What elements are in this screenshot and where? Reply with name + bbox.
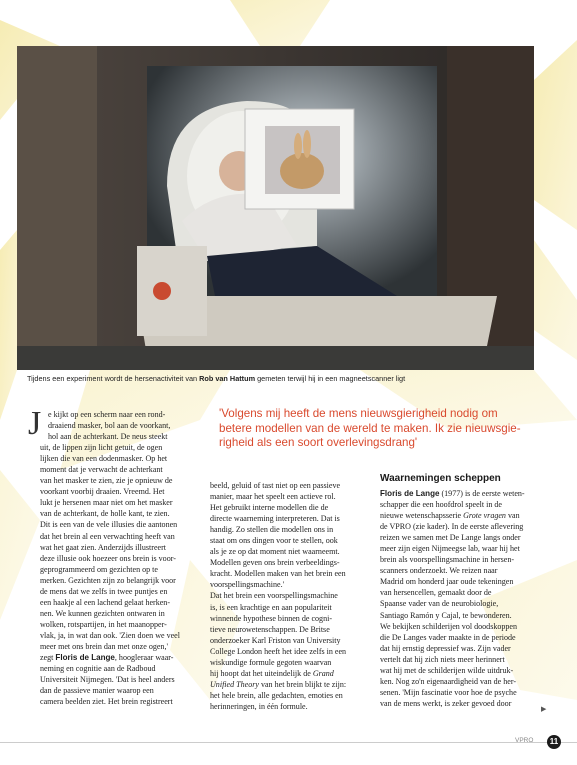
text-line: onderzoeker Karl Friston van University bbox=[210, 635, 341, 645]
text-line bbox=[40, 652, 198, 663]
text-line: camera beelden ziet. Het brein registreert bbox=[40, 697, 173, 707]
text-line: dat het brein al een verwachting heeft van bbox=[40, 531, 175, 541]
text-line: Spaanse vader van de neurobiologie, bbox=[380, 599, 499, 609]
text-fragment: van bbox=[505, 511, 520, 521]
text-line: neming en cognitie aan de Radboud bbox=[40, 664, 156, 674]
text-line: We bekijken schilderijen vol doodskoppen bbox=[380, 621, 518, 631]
caption-name: Rob van Hattum bbox=[199, 374, 256, 383]
text-line: directe waarneming interpreteren. Dat is bbox=[210, 514, 340, 524]
text-line: wolken, rotspartijen, in het maanopper- bbox=[40, 619, 167, 629]
text-line: Dit is een van de vele illusies die aantonen bbox=[40, 520, 178, 530]
text-line: brein als voorspellingsmachine in hersen- bbox=[380, 555, 515, 565]
text-line: Madrid om honderd jaar oude tekeningen bbox=[380, 577, 514, 587]
section-heading: Waarnemingen scheppen bbox=[380, 473, 501, 484]
text-line: beeld, geluid of tast niet op een passieve bbox=[210, 481, 341, 490]
text-line: uit, de lippen zijn licht getuit, de ogen bbox=[40, 443, 163, 453]
text-line: wat het gaat zien. Anderzijds illustreert bbox=[40, 542, 167, 552]
text-line: herinneringen, in één formule. bbox=[210, 701, 308, 711]
text-line: wat hij met de schilderijen wilde uitdruk- bbox=[380, 665, 514, 675]
text-line: geprogrammeerd om gezichten op te bbox=[40, 564, 158, 574]
text-line: ken. Nog zo'n eigenaardigheid van de her- bbox=[380, 676, 517, 686]
pull-quote-line: 'Volgens mij heeft de mens nieuwsgierigheid nodig om bbox=[219, 407, 498, 420]
text-line: e kijkt op een scherm naar een rond- bbox=[48, 410, 166, 419]
title-unified-theory: Unified Theory bbox=[210, 679, 259, 689]
footer-label: VPRO bbox=[515, 737, 534, 744]
text-fragment: van het brein blijkt te zijn: bbox=[258, 679, 347, 689]
series-title: Grote vragen bbox=[463, 511, 506, 521]
text-line: meer met ons brein dan met onze ogen,' bbox=[40, 641, 168, 651]
photo-scanner-experiment bbox=[17, 46, 534, 370]
text-line: de mens dat we zelfs in twee puntjes en bbox=[40, 586, 168, 596]
name-floris-de-lange: Floris de Lange bbox=[380, 489, 440, 498]
text-line: dat hij ernstig depressief was. Zijn vader bbox=[380, 643, 511, 653]
text-line: van de mens werkt, is zeker gevoed door bbox=[380, 698, 512, 708]
text-line: manier, maar het speelt een actieve rol. bbox=[210, 492, 336, 502]
text-line: senen. 'Mijn fascinatie voor hoe de psyche bbox=[380, 687, 517, 697]
photo-caption bbox=[27, 374, 547, 383]
article-column-3 bbox=[380, 488, 538, 709]
text-line: lijken die van een dodenmasker. Op het bbox=[40, 454, 168, 464]
text-fragment: zegt bbox=[40, 653, 56, 663]
text-line: Universiteit Nijmegen. 'Dat is heel anders bbox=[40, 675, 175, 685]
text-line: dan de passieve manier waarop een bbox=[40, 686, 154, 696]
text-line: die De Langes vader maakte in de periode bbox=[380, 632, 516, 642]
text-fragment: (1977) is de eerste weten- bbox=[439, 489, 525, 498]
article-column-2 bbox=[210, 480, 368, 712]
text-line: lukt je hersenen maar niet om het masker bbox=[40, 498, 173, 508]
text-line: van de achterkant, de holle kant, te zien. bbox=[40, 509, 170, 519]
pull-quote-line: righeid als een soort overlevingsdrang' bbox=[219, 436, 418, 450]
text-fragment: hij hoopt dat het uiteindelijk de bbox=[210, 668, 313, 678]
text-line: College London heeft het idee zelfs in een bbox=[210, 646, 347, 656]
text-line: vertelt dat hij zich niets meer herinnert bbox=[380, 654, 505, 664]
text-line: is, is een krachtige en aan populariteit bbox=[210, 602, 332, 612]
footer-divider bbox=[0, 742, 577, 743]
text-line: van het masker te zien, zie je opnieuw de bbox=[40, 476, 173, 486]
text-line: een haakje al een lachend gelaat herken- bbox=[40, 597, 171, 607]
text-line: staat om ons dingen voor te stellen, ook bbox=[210, 536, 338, 546]
text-line: reizen we samen met De Lange langs onder bbox=[380, 533, 521, 543]
text-line bbox=[380, 510, 538, 521]
text-line: merken. Gezichten zijn zo belangrijk voor bbox=[40, 575, 176, 585]
caption-text-after: gemeten terwijl hij in een magneetscanner ligt bbox=[255, 374, 406, 383]
text-line: Het gebruikt interne modellen die de bbox=[210, 503, 329, 513]
pull-quote-line: betere modellen van de wereld te maken. Ik zie nieuwsgie- bbox=[219, 421, 521, 435]
text-line: Dat het brein een voorspellingsmachine bbox=[210, 591, 338, 601]
text-line: tieve neurowetenschappen. De Britse bbox=[210, 624, 330, 634]
drop-cap: J bbox=[28, 405, 42, 442]
text-line: kracht. Modellen maken van het brein een bbox=[210, 569, 346, 579]
text-line: meer zijn eigen Nijmeegse lab, waar hij het bbox=[380, 544, 520, 554]
text-line: deze illusie ook hoezeer ons brein is voor- bbox=[40, 553, 176, 563]
text-line: het hele brein, alle gedachten, emoties en bbox=[210, 690, 343, 700]
text-line: vlak, ja, in wat dan ook. 'Zien doen we veel bbox=[40, 630, 180, 640]
text-line: voorspellingsmachine.' bbox=[210, 580, 285, 590]
text-line: voorkant voorbij draaien. Vreemd. Het bbox=[40, 487, 165, 497]
continue-arrow-icon: ▶ bbox=[541, 705, 547, 713]
text-line: Modellen geven ons brein verbeeldings- bbox=[210, 558, 340, 568]
text-line bbox=[210, 668, 368, 679]
caption-text-before: Tijdens een experiment wordt de hersenactiviteit van bbox=[27, 374, 200, 383]
text-line: moment dat je verwacht de achterkant bbox=[40, 465, 163, 475]
page-number: 11 bbox=[547, 735, 561, 749]
text-line: schapper die een hoofdrol speelt in de bbox=[380, 500, 502, 510]
text-line bbox=[380, 488, 538, 499]
text-line: van hersencellen, gemaakt door de bbox=[380, 588, 492, 598]
text-line: winnende hypothese binnen de cogni- bbox=[210, 613, 333, 623]
text-line: handig. Zo stellen die modellen ons in bbox=[210, 525, 334, 535]
text-line: hol aan de achterkant. De neus steekt bbox=[48, 432, 168, 442]
text-fragment: nieuwe wetenschapsserie bbox=[380, 511, 464, 521]
text-fragment: , hoogleraar waar- bbox=[114, 653, 174, 663]
text-line: draaiend masker, bol aan de voorkant, bbox=[48, 421, 171, 431]
text-line: als je ze op dat moment niet waarneemt. bbox=[210, 547, 340, 557]
text-line: de VPRO (zie kader). In de eerste aflevering bbox=[380, 522, 524, 532]
pull-quote bbox=[219, 407, 549, 451]
text-line: nen. We kunnen gezichten ontwaren in bbox=[40, 608, 165, 618]
title-grand: Grand bbox=[312, 668, 334, 678]
article-column-1 bbox=[40, 409, 198, 707]
name-floris-de-lange: Floris de Lange bbox=[55, 653, 115, 663]
text-line: scanners onderzoekt. We reizen naar bbox=[380, 566, 498, 576]
text-line: wiskundige formule gegoten waarvan bbox=[210, 657, 332, 667]
text-line bbox=[210, 679, 368, 690]
text-line: Santiago Ramón y Cajal, te bewonderen. bbox=[380, 610, 512, 620]
